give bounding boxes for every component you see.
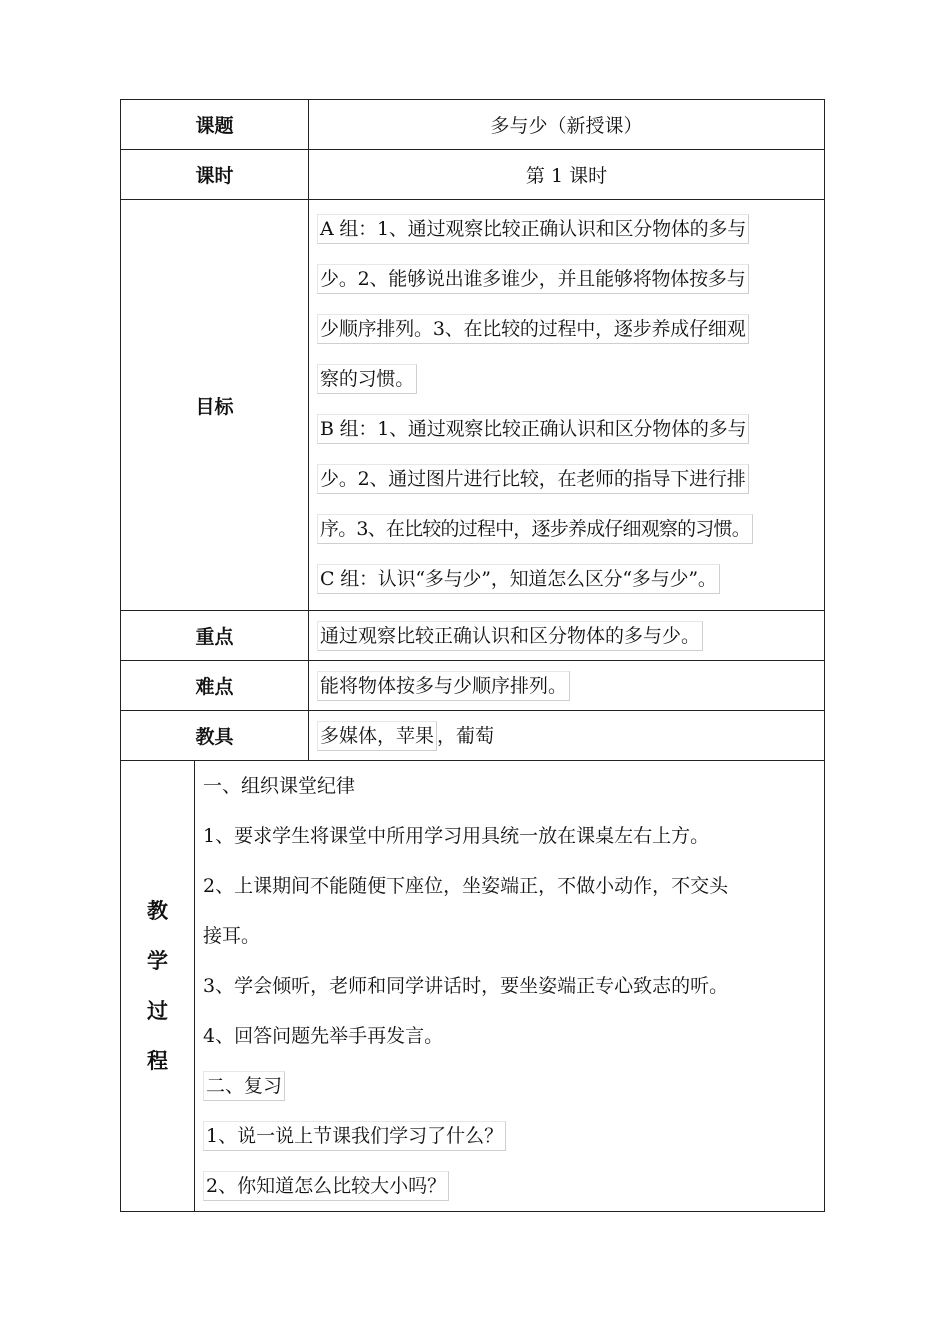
- key-point-label: 重点: [121, 611, 309, 661]
- goals-content: [309, 200, 825, 611]
- key-point-cell: [309, 611, 825, 661]
- process-line: 1、要求学生将课堂中所用学习用具统一放在课桌左右上方。: [203, 825, 710, 847]
- lesson-plan-table: [120, 99, 825, 1212]
- goal-line: 少顺序排列。3、在比较的过程中，逐步养成仔细观: [317, 314, 749, 344]
- difficulty-label: 难点: [121, 661, 309, 711]
- process-label: [121, 761, 195, 1212]
- process-label-char: 过: [147, 999, 168, 1023]
- goal-line: B 组：1、通过观察比较正确认识和区分物体的多与: [317, 414, 749, 444]
- process-line: 4、回答问题先举手再发言。: [203, 1025, 444, 1047]
- topic-row: [121, 100, 825, 150]
- process-line: 接耳。: [203, 925, 261, 947]
- process-line: 1、说一说上节课我们学习了什么？: [203, 1121, 506, 1151]
- difficulty-value: 能将物体按多与少顺序排列。: [317, 671, 570, 701]
- process-label-char: 程: [147, 1049, 168, 1073]
- period-label: 课时: [121, 150, 309, 200]
- goal-line: 少。2、能够说出谁多谁少，并且能够将物体按多与: [317, 264, 749, 294]
- teaching-aids-label: 教具: [121, 711, 309, 761]
- teaching-aids-row: [121, 711, 825, 761]
- teaching-aids-cell: [309, 711, 825, 761]
- process-line: 2、你知道怎么比较大小吗？: [203, 1171, 449, 1201]
- teaching-aids-boxed-value: 多媒体，苹果: [317, 721, 437, 751]
- process-label-char: 学: [147, 949, 168, 973]
- process-row: [121, 761, 825, 1212]
- goal-line: C 组：认识“多与少”，知道怎么区分“多与少”。: [317, 564, 720, 594]
- difficulty-cell: [309, 661, 825, 711]
- period-value: 第 1 课时: [309, 150, 825, 200]
- goals-row: [121, 200, 825, 611]
- process-heading: 一、组织课堂纪律: [203, 775, 356, 797]
- goal-line: 少。2、通过图片进行比较，在老师的指导下进行排: [317, 464, 749, 494]
- goal-line: A 组：1、通过观察比较正确认识和区分物体的多与: [317, 214, 749, 244]
- difficulty-row: [121, 661, 825, 711]
- teaching-aids-rest-value: ，葡萄: [437, 724, 495, 747]
- goal-line: 序。3、在比较的过程中，逐步养成仔细观察的习惯。: [317, 514, 753, 544]
- process-label-char: 教: [147, 899, 168, 923]
- goal-line: 察的习惯。: [317, 364, 417, 394]
- key-point-row: [121, 611, 825, 661]
- key-point-value: 通过观察比较正确认识和区分物体的多与少。: [317, 621, 703, 651]
- goals-label: 目标: [121, 200, 309, 611]
- topic-value: 多与少（新授课）: [309, 100, 825, 150]
- process-line: 2、上课期间不能随便下座位，坐姿端正，不做小动作，不交头: [203, 875, 729, 897]
- period-row: [121, 150, 825, 200]
- process-content: [195, 761, 825, 1212]
- process-line: 3、学会倾听，老师和同学讲话时，要坐姿端正专心致志的听。: [203, 975, 729, 997]
- topic-label: 课题: [121, 100, 309, 150]
- process-heading: 二、复习: [203, 1071, 285, 1101]
